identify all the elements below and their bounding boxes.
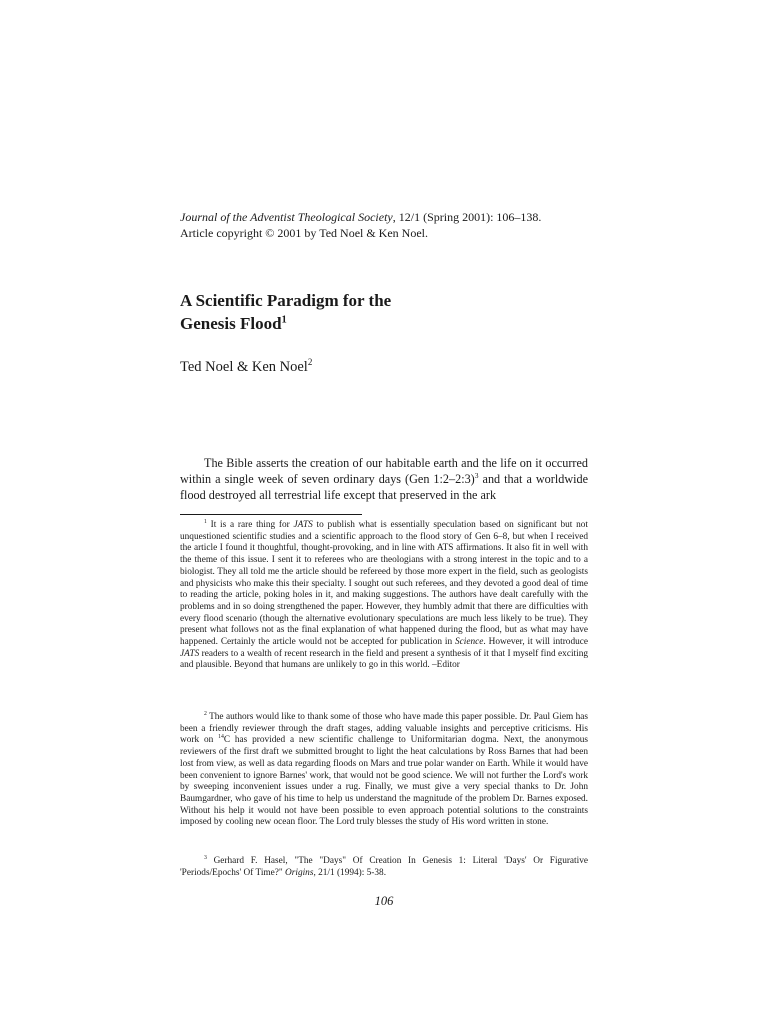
footnote-1-text-c: . However, it will introduce [483,637,588,648]
footnote-3-marker: 3 [204,854,207,861]
footnote-3 [180,856,588,879]
footnote-1-science: Science [455,637,484,648]
citation-details: , 12/1 (Spring 2001): 106–138. [392,210,542,224]
citation-line [180,209,541,225]
footnote-2-text-a: The authors would like to thank some of those who have made this paper possible. Dr. Paul Giem has been a friendly reviewer through the draft stages, adding valuable insights and perceptive criticisms. His work on [180,712,588,746]
footnote-1-text-a: It is a rare thing for [206,520,294,530]
page-number: 106 [374,894,394,908]
article-authors [180,359,312,376]
article-title [180,289,600,335]
body-footnote-marker: 3 [474,470,479,480]
journal-name: Journal of the Adventist Theological Society [180,210,393,224]
body-paragraph [180,455,588,503]
footnote-1-marker: 1 [204,518,207,525]
footnote-divider [180,514,362,515]
footnote-2-text-b: C has provided a new scientific challenge to Uniformitarian dogma. Next, the anonymous reviewers of the first draft we submitted brought to light the heat calculations by Ross Barnes that had been lost from view, as well as data regarding floods on Mars and true polar wander on Earth. While it would have been convenient to ignore Barnes' work, that would not be good science. We will not further the Lord's work by sweeping inconvenient issues under a rug. Finally, we must give a very special thanks to Dr. John Baumgardner, who gave of his time to help us understand the magnitude of the problem Dr. Barnes exposed. Without his help it would not have been possible to even approach potential solutions to the constraints imposed by cooling new ocean floor. The Lord truly blesses the study of His word written in stone. [180,735,588,828]
author-names: Ted Noel & Ken Noel [180,359,308,375]
copyright-line: Article copyright © 2001 by Ted Noel & Ken Noel. [180,226,429,240]
footnote-1-text-d: readers to a wealth of recent research in the field and present a synthesis of it that I myself find exciting and plausible. Beyond that humans are unlikely to go in this world. –Editor [180,648,588,671]
title-line-2-text: Genesis Flood [180,314,282,333]
title-line-1: A Scientific Paradigm for the [180,291,392,310]
title-footnote-marker: 1 [281,314,287,326]
footnote-1-text-b: to publish what is essentially speculation based on significant but not unquestioned scientific studies and a scientific approach to the flood story of Gen 6–8, but when I received the article I found it thoughtful, thought-provoking, and in line with ATS affirmations. It also fit in well with the theme of this issue. I sent it to referees who are theologians with a strong interest in the topic and to a biologist. They all told me the article should be refereed by those more expert in the field, such as geologists and physicists who make this their specialty. I sought out such referees, and they devoted a good deal of time to reading the article, poking holes in it, and making suggestions. The authors have dealt carefully with the problems and in so doing strengthened the paper. However, they humbly admit that there are difficulties with every flood scenario (though the alternative evolutionary speculations are much less likely to be true). They present what follows not as the final explanation of what happened during the flood, but as what may have happened. Certainly the article would not be accepted for publication in [180,520,588,648]
footnote-1-jats-2: JATS [180,648,200,659]
footnote-1-jats: JATS [293,520,313,530]
body-text-b: and that a worldwide flood destroyed all terrestrial life except that preserved in the ark [180,472,589,502]
footnote-3-text-a: Gerhard F. Hasel, "The "Days" Of Creation In Genesis 1: Literal 'Days' Or Figurative 'Periods/Epochs' Of Time?" [180,856,588,878]
footnote-2-isotope-superscript: 14 [218,734,224,741]
body-text-a: The Bible asserts the creation of our habitable earth and the life on it occurred within a single week of seven ordinary days (Gen 1:2–2:3) [180,456,588,486]
journal-header [180,209,541,241]
title-line-2 [180,312,600,335]
footnote-1 [180,520,588,672]
footnote-3-origins: Origins [285,867,314,878]
footnote-3-text-b: , 21/1 (1994): 5-38. [313,867,387,878]
author-footnote-marker: 2 [307,357,313,368]
footnote-2 [180,712,588,829]
footnote-2-marker: 2 [204,710,207,717]
